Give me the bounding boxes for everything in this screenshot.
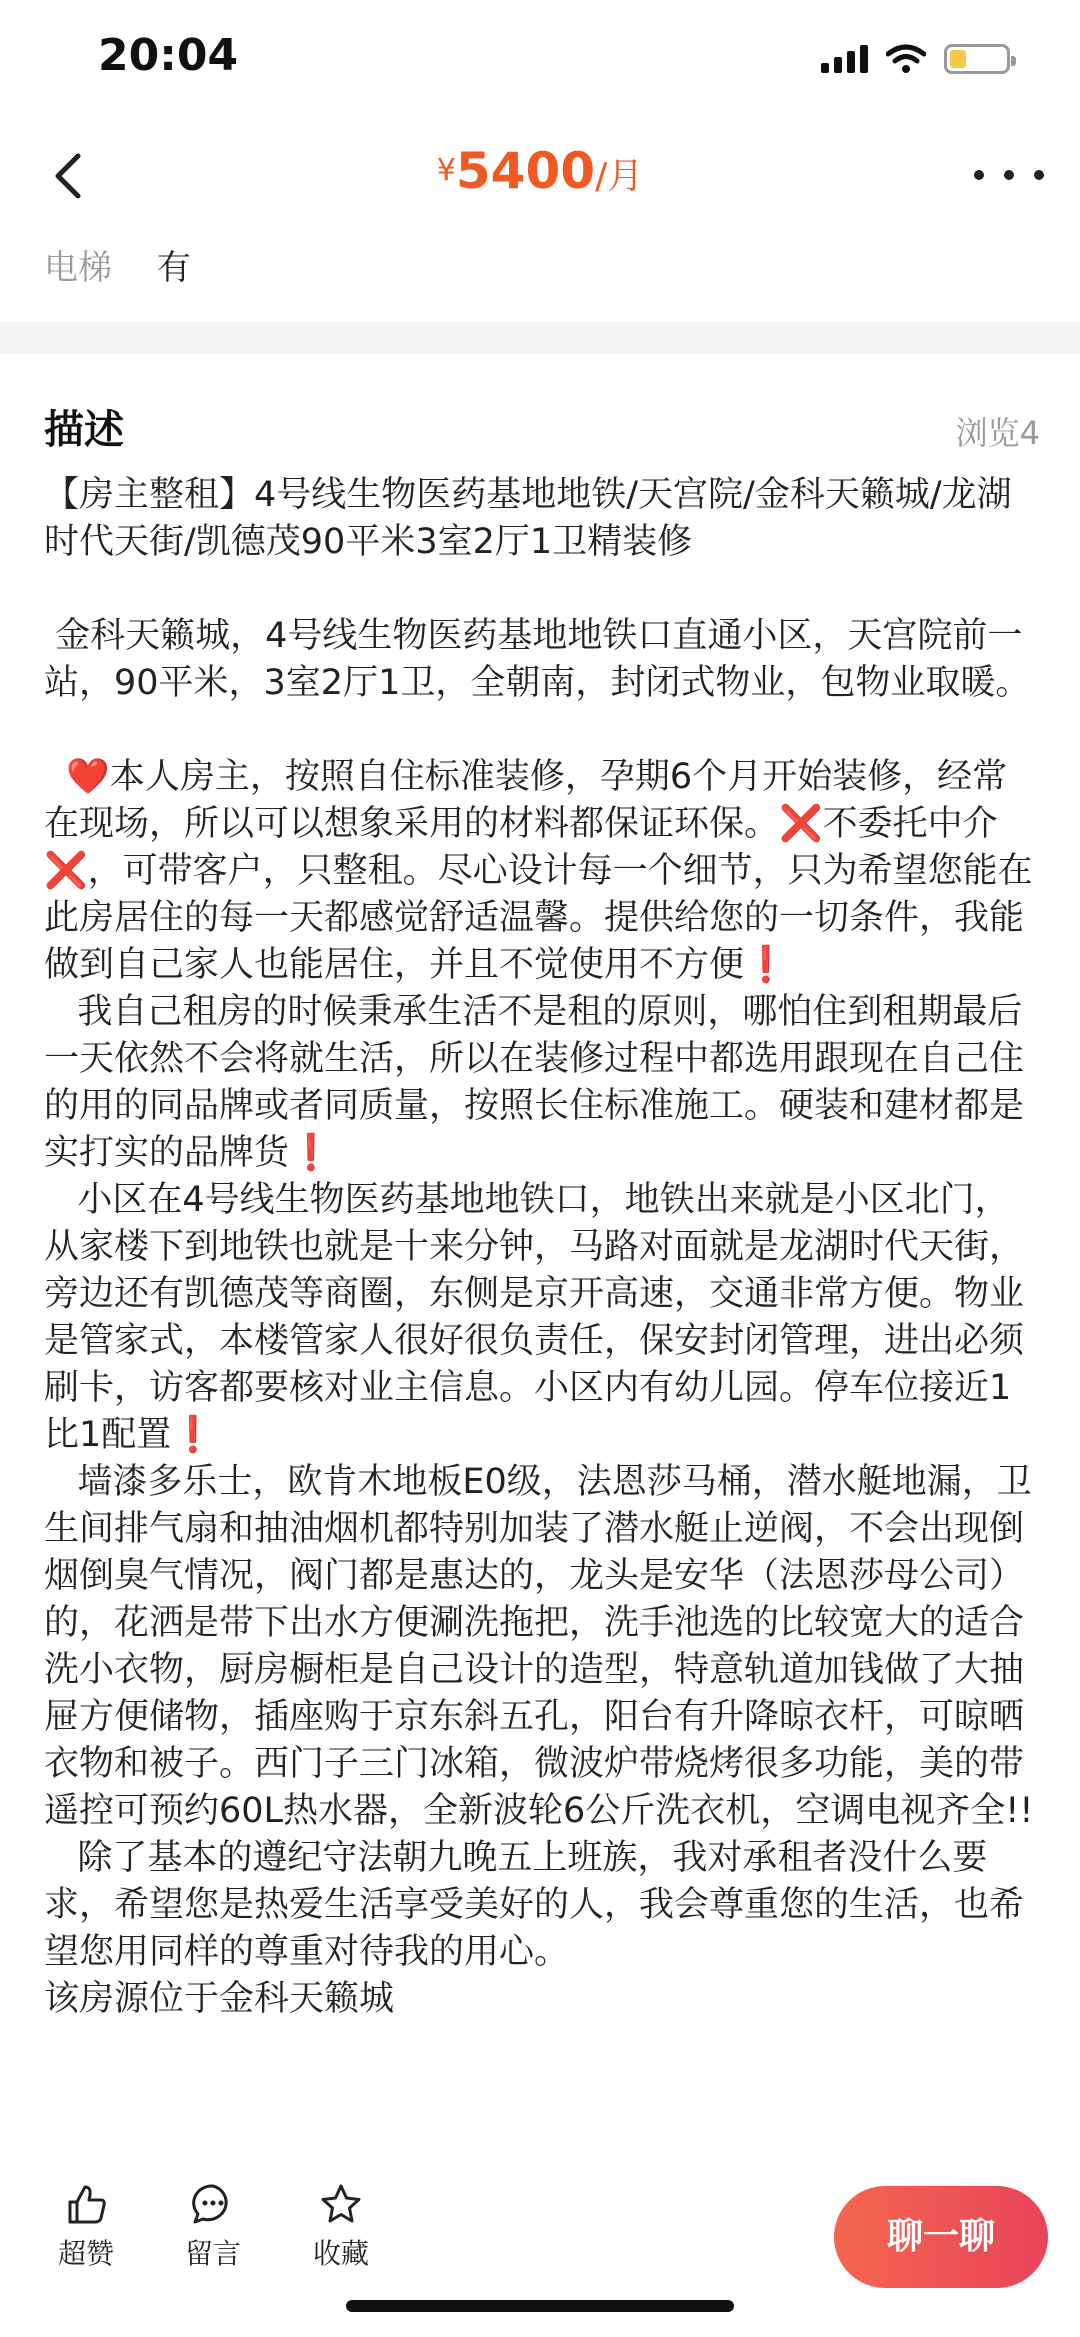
- more-dots-icon: [974, 170, 984, 180]
- description-spacer: [44, 566, 1040, 613]
- status-icons: [821, 44, 1010, 74]
- description-header: [44, 398, 1040, 458]
- star-icon: [319, 2182, 363, 2226]
- rent-price: [0, 142, 1080, 200]
- battery-icon: [944, 44, 1010, 74]
- description-body: [44, 472, 1040, 2023]
- description-paragraph: 除了基本的遵纪守法朝九晚五上班族，我对承租者没什么要求，希望您是热爱生活享受美好的人，我会尊重您的生活，也希望您用同样的尊重对待我的用心。: [44, 1838, 1025, 1972]
- thumbs-up-icon: [64, 2182, 108, 2226]
- description-paragraph: 小区在4号线生物医药基地地铁口，地铁出来就是小区北门，从家楼下到地铁也就是十来分钟，马路对面就是龙湖时代天街，旁边还有凯德茂等商圈，东侧是京开高速，交通非常方便。物业是管家式，本楼管家人很好很负责任，保安封闭管理，进出必须刷卡，访客都要核对业主信息。小区内有幼儿园。停车位接近1比1配置❗️: [44, 1180, 1025, 1455]
- elevator-attribute: [44, 240, 191, 289]
- description-title: 描述: [44, 407, 124, 453]
- signal-icon: [821, 45, 868, 73]
- more-options-button[interactable]: [974, 160, 1044, 190]
- home-indicator: [346, 2300, 734, 2312]
- status-time: 20:04: [98, 30, 239, 81]
- description-paragraph: 该房源位于金科天籁城: [44, 1979, 395, 2019]
- like-button[interactable]: [36, 2182, 136, 2272]
- price-unit: /月: [595, 156, 644, 197]
- description-paragraph: 墙漆多乐士，欧肯木地板E0级，法恩莎马桶，潜水艇地漏，卫生间排气扇和抽油烟机都特别加装了潜水艇止逆阀，不会出现倒烟倒臭气情况，阀门都是惠达的，龙头是安华（法恩莎母公司）的，花洒是带下出水方便涮洗拖把，洗手池选的比较宽大的适合洗小衣物，厨房橱柜是自己设计的造型，特意轨道加钱做了大抽屉方便储物，插座购于京东斜五孔，阳台有升降晾衣杆，可晾晒衣物和被子。西门子三门冰箱，微波炉带烧烤很多功能，美的带遥控可预约60L热水器，全新波轮6公斤洗衣机，空调电视齐全!!: [44, 1462, 1034, 1831]
- price-amount: 5400: [455, 142, 596, 200]
- section-divider: [0, 322, 1080, 354]
- elevator-label: 电梯: [44, 248, 112, 288]
- bottom-action-bar: [0, 2170, 1080, 2310]
- comment-icon: [191, 2182, 235, 2226]
- description-spacer: [44, 707, 1040, 754]
- header: [0, 120, 1080, 230]
- comment-button[interactable]: [163, 2182, 263, 2272]
- comment-label: 留言: [184, 2237, 241, 2270]
- favorite-label: 收藏: [312, 2237, 369, 2270]
- description-paragraph: 【房主整租】4号线生物医药基地地铁/天宫院/金科天籁城/龙湖 时代天街/凯德茂90平米3室2厅1卫精装修: [44, 475, 1023, 562]
- chat-button[interactable]: 聊一聊: [834, 2186, 1048, 2288]
- price-symbol: ¥: [436, 153, 456, 188]
- view-count: 浏览4: [955, 414, 1040, 452]
- description-paragraph: 金科天籁城，4号线生物医药基地地铁口直通小区，天宫院前一站，90平米，3室2厅1卫，全朝南，封闭式物业，包物业取暖。: [44, 616, 1031, 703]
- description-paragraph: 我自己租房的时候秉承生活不是租的原则，哪怕住到租期最后一天依然不会将就生活，所以在装修过程中都选用跟现在自己住的用的同品牌或者同质量，按照长住标准施工。硬装和建材都是实打实的品牌货❗️: [44, 992, 1025, 1173]
- like-label: 超赞: [57, 2237, 114, 2270]
- status-bar: [0, 0, 1080, 120]
- description-paragraph: ❤️本人房主，按照自住标准装修，孕期6个月开始装修，经常在现场，所以可以想象采用的材料都保证环保。❌不委托中介❌，可带客户，只整租。尽心设计每一个细节，只为希望您能在此房居住的每一天都感觉舒适温馨。提供给您的一切条件，我能做到自己家人也能居住，并且不觉使用不方便❗️: [44, 757, 1033, 985]
- elevator-value: 有: [156, 248, 191, 288]
- wifi-icon: [886, 44, 926, 74]
- favorite-button[interactable]: [291, 2182, 391, 2272]
